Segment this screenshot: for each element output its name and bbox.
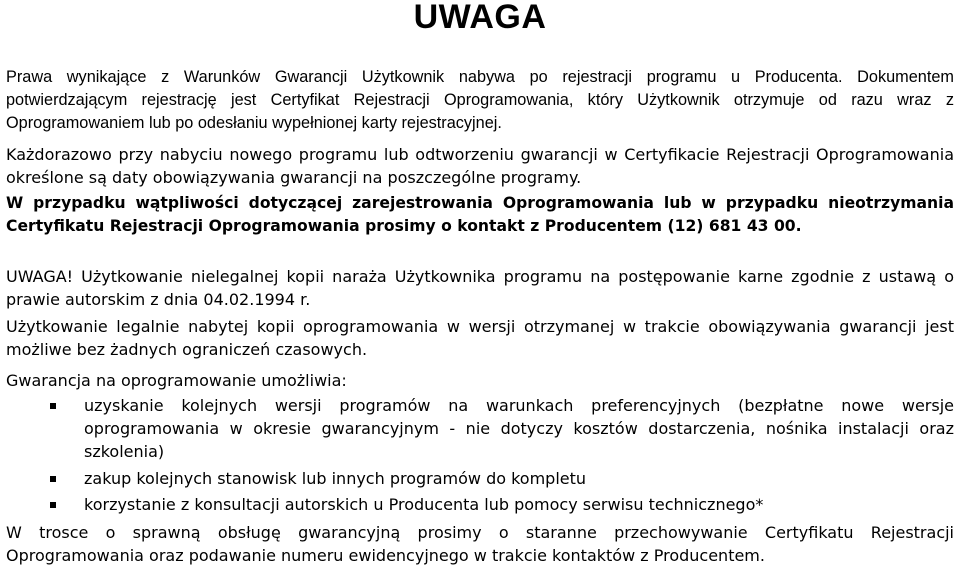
list-item-text: zakup kolejnych stanowisk lub innych programów do kompletu — [84, 469, 587, 488]
paragraph-storage: W trosce o sprawną obsługę gwarancyjną prosimy o staranne przechowywanie Certyfikatu Rejestracji Oprogramowania oraz podawanie numeru ewidencyjnego w trakcie kontaktów z Producentem. — [6, 523, 954, 565]
bullet-icon — [50, 476, 56, 482]
bullet-icon — [50, 502, 56, 508]
paragraph-warranty-intro: Gwarancja na oprogramowanie umożliwia: — [6, 371, 347, 390]
paragraph-contact: W przypadku wątpliwości dotyczącej zarejestrowania Oprogramowania lub w przypadku nieotrzymania Certyfikatu Rejestracji Oprogramowania prosimy o kontakt z Producentem (12) 681 43 00. — [6, 194, 954, 235]
list-item-text: uzyskanie kolejnych wersji programów na warunkach preferencyjnych (bezpłatne nowe wersje oprogramowania w okresie gwarancyjnym - nie dotyczy kosztów dostarczenia, nośnika instalacji oraz szkolenia) — [84, 396, 954, 461]
paragraph-legal-use: Użytkowanie legalnie nabytej kopii oprogramowania w wersji otrzymanej w trakcie obowiązywania gwarancji jest możliwe bez żadnych ograniczeń czasowych. — [6, 317, 954, 359]
paragraph-certificate-dates: Każdorazowo przy nabyciu nowego programu lub odtworzeniu gwarancji w Certyfikacie Rejestracji Oprogramowania określone są daty obowiązywania gwarancji na poszczególne programy. — [6, 145, 954, 187]
paragraph-warning: UWAGA! Użytkowanie nielegalnej kopii naraża Użytkownika programu na postępowanie karne zgodnie z ustawą o prawie autorskim z dnia 04.02.1994 r. — [6, 267, 954, 309]
paragraph-registration: Prawa wynikające z Warunków Gwarancji Użytkownik nabywa po rejestracji programu u Producenta. Dokumentem potwierdzającym rejestrację jest Certyfikat Rejestracji Oprogramowania, który Użytkownik otrzymuje od razu wraz z Oprogramowaniem lub po odesłaniu wypełnionej karty rejestracyjnej. — [6, 68, 954, 132]
bullet-icon — [50, 403, 56, 409]
list-item-text: korzystanie z konsultacji autorskich u Producenta lub pomocy serwisu technicznego* — [84, 495, 764, 514]
page-title: UWAGA — [413, 0, 547, 36]
